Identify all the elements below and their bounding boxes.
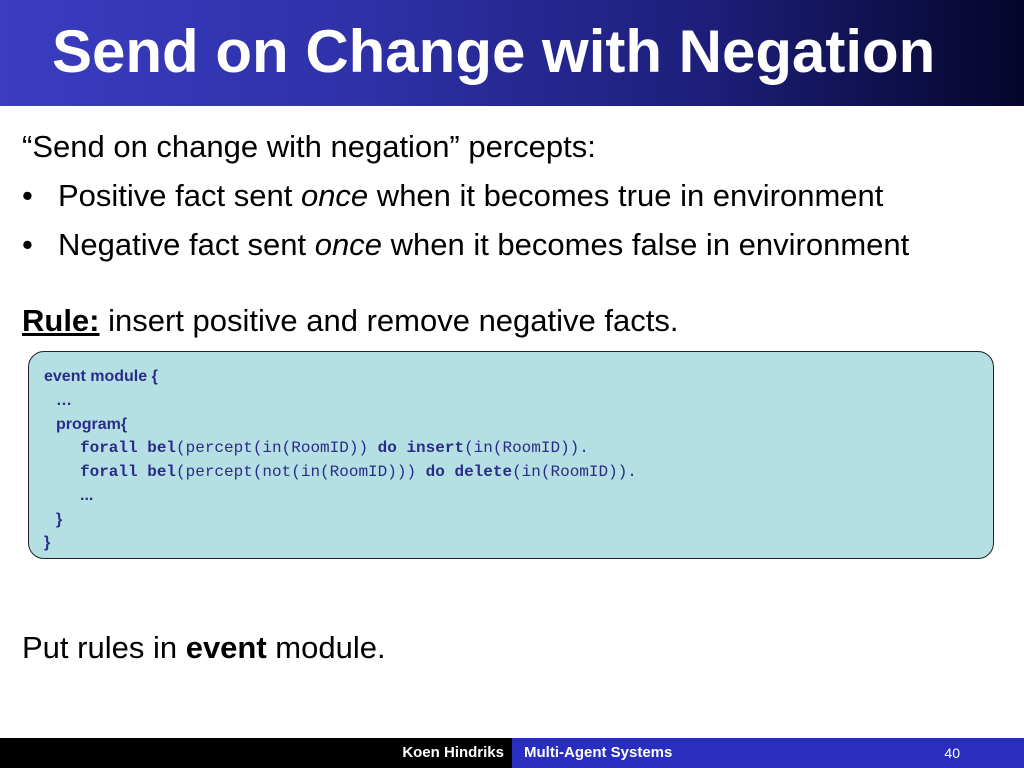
bullet-text-rest: when it becomes true in environment — [368, 178, 884, 213]
page-number: 40 — [944, 745, 960, 761]
code-keyword: do insert — [368, 439, 465, 457]
bullet-emphasis: once — [314, 227, 382, 262]
code-line-8: } — [44, 534, 51, 551]
code-line-6: ... — [80, 487, 94, 504]
footer-course: Multi-Agent Systems — [524, 744, 673, 761]
code-arg: (in(RoomID)). — [464, 439, 589, 457]
code-line-2: … — [56, 392, 72, 409]
footer-course-panel — [512, 738, 1024, 768]
title-bar — [0, 0, 1024, 106]
code-keyword: forall bel — [80, 439, 177, 457]
code-keyword: forall bel — [80, 463, 177, 481]
code-block — [28, 351, 994, 559]
code-line-1: event module { — [44, 368, 158, 385]
bullet-item-1 — [22, 177, 883, 215]
bullet-item-2 — [22, 226, 909, 264]
code-keyword: do delete — [416, 463, 513, 481]
rule-label: Rule: — [22, 303, 100, 338]
rule-text: insert positive and remove negative facts. — [99, 303, 679, 338]
code-arg: (in(RoomID)). — [512, 463, 637, 481]
bullet-text: Negative fact sent — [58, 227, 315, 262]
intro-text: “Send on change with negation” percepts: — [22, 129, 596, 164]
code-line-4 — [80, 438, 589, 458]
closing-emphasis: event — [185, 630, 267, 665]
bullet-emphasis: once — [300, 178, 369, 213]
rule-statement — [22, 302, 678, 340]
code-line-7: } — [56, 511, 63, 528]
code-arg: (percept(in(RoomID)) — [176, 439, 369, 457]
closing-text-end: module. — [266, 630, 386, 665]
bullet-text: Positive fact sent — [58, 178, 301, 213]
bullet-marker: • — [22, 227, 33, 262]
closing-text-start: Put rules in — [22, 630, 186, 665]
bullet-text-rest: when it becomes false in environment — [381, 227, 910, 262]
bullet-marker: • — [22, 178, 33, 213]
closing-text — [22, 629, 386, 667]
code-line-5 — [80, 462, 637, 482]
footer-bar — [0, 738, 1024, 768]
code-line-3: program{ — [56, 416, 128, 433]
code-arg: (percept(not(in(RoomID))) — [176, 463, 417, 481]
footer-author: Koen Hindriks — [402, 744, 504, 761]
slide-title: Send on Change with Negation — [52, 18, 936, 85]
